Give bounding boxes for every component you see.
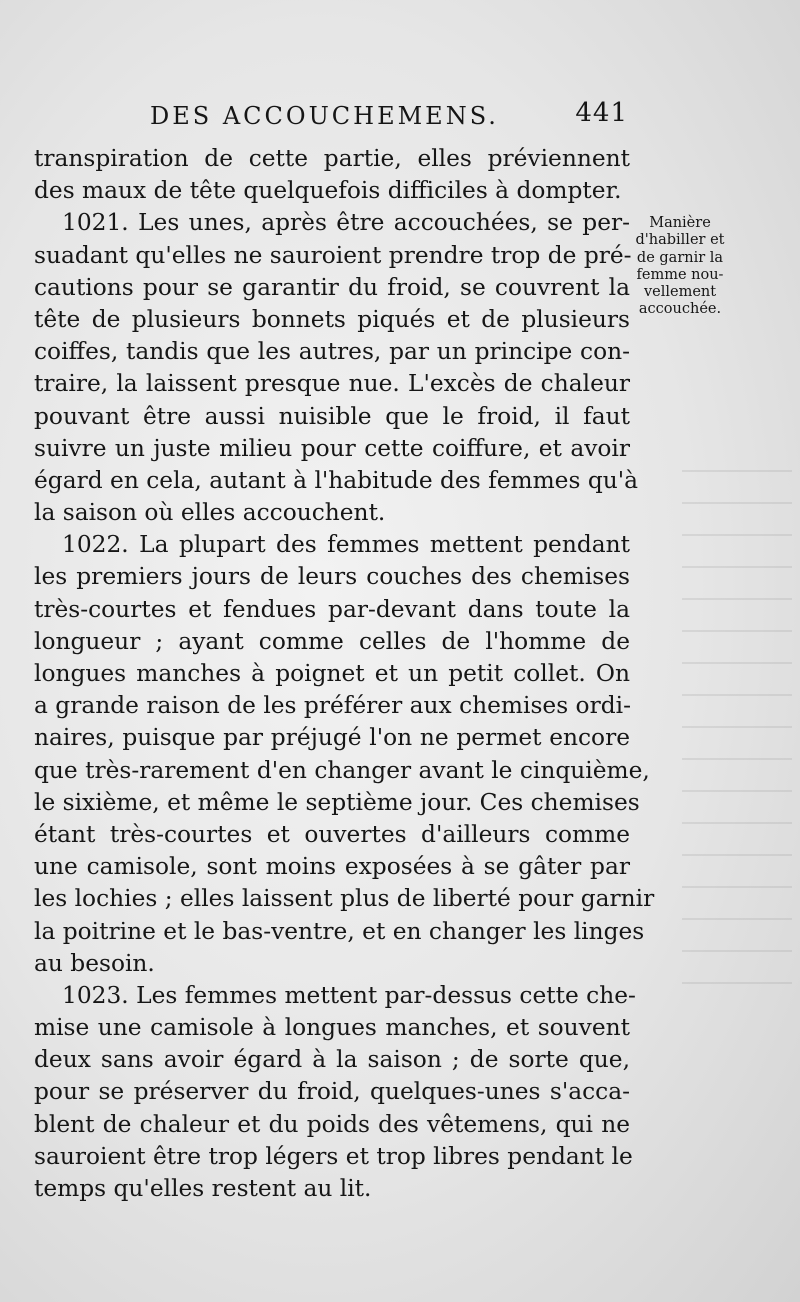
body-text bbox=[34, 143, 655, 1205]
text-line: mise une camisole à longues manches, et souvent bbox=[34, 1014, 630, 1042]
text-line: deux sans avoir égard à la saison ; de sorte que, bbox=[34, 1046, 630, 1074]
text-line: que très-rarement d'en changer avant le cinquième, bbox=[34, 756, 650, 784]
paragraph-1023-first-line: 1023. Les femmes mettent par-dessus cette che- bbox=[62, 981, 636, 1009]
margin-note bbox=[616, 215, 744, 319]
paragraph-1022-first-line: 1022. La plupart des femmes mettent pendant bbox=[62, 531, 630, 559]
text-line: coiffes, tandis que les autres, par un principe con- bbox=[34, 338, 630, 366]
text-line: sauroient être trop légers et trop libres pendant le bbox=[34, 1142, 633, 1170]
text-line: suadant qu'elles ne sauroient prendre trop de pré- bbox=[34, 241, 632, 269]
margin-note-line: de garnir la bbox=[636, 249, 724, 266]
margin-note-line: vellement bbox=[643, 284, 717, 301]
margin-note-line: d'habiller et bbox=[635, 232, 725, 249]
text-line: pour se préserver du froid, quelques-unes s'acca- bbox=[34, 1078, 630, 1106]
text-line: les lochies ; elles laissent plus de liberté pour garnir bbox=[34, 885, 655, 913]
running-title: DES ACCOUCHEMENS. bbox=[150, 102, 499, 130]
text-line: étant très-courtes et ouvertes d'ailleurs comme bbox=[34, 820, 630, 848]
text-line: temps qu'elles restent au lit. bbox=[34, 1175, 372, 1202]
text-line: a grande raison de les préférer aux chemises ordi- bbox=[34, 692, 631, 720]
margin-note-line: accouchée. bbox=[638, 301, 722, 318]
text-line: traire, la laissent presque nue. L'excès de chaleur bbox=[34, 370, 630, 398]
margin-note-line: femme nou- bbox=[636, 266, 724, 283]
text-line: suivre un juste milieu pour cette coiffure, et avoir bbox=[34, 434, 630, 462]
text-line: égard en cela, autant à l'habitude des femmes qu'à bbox=[34, 466, 639, 494]
text-line: très-courtes et fendues par-devant dans toute la bbox=[34, 595, 630, 623]
text-line: au besoin. bbox=[34, 949, 155, 977]
text-line: une camisole, sont moins exposées à se gâter par bbox=[34, 853, 630, 881]
text-line: les premiers jours de leurs couches des chemises bbox=[34, 563, 630, 591]
text-line: le sixième, et même le septième jour. Ces chemises bbox=[34, 788, 640, 816]
margin-note-line: Manière bbox=[649, 215, 711, 231]
show-through-texture bbox=[682, 470, 792, 990]
text-line: longues manches à poignet et un petit collet. On bbox=[34, 660, 630, 687]
text-line: blent de chaleur et du poids des vêtemens, qui ne bbox=[34, 1110, 630, 1138]
text-line: transpiration de cette partie, elles préviennent bbox=[34, 145, 630, 172]
text-line: naires, puisque par préjugé l'on ne permet encore bbox=[34, 724, 630, 752]
paragraph-1021-first-line: 1021. Les unes, après être accouchées, se per- bbox=[62, 209, 630, 237]
text-line: longueur ; ayant comme celles de l'homme de bbox=[34, 627, 630, 655]
page-number: 441 bbox=[575, 98, 628, 128]
text-line: la saison où elles accouchent. bbox=[34, 499, 386, 527]
text-line: des maux de tête quelquefois difficiles à dompter. bbox=[34, 177, 622, 205]
text-line: la poitrine et le bas-ventre, et en changer les linges bbox=[34, 917, 645, 945]
text-line: pouvant être aussi nuisible que le froid, il faut bbox=[34, 402, 630, 430]
text-line: tête de plusieurs bonnets piqués et de plusieurs bbox=[34, 305, 630, 333]
text-line: cautions pour se garantir du froid, se couvrent la bbox=[34, 273, 630, 301]
